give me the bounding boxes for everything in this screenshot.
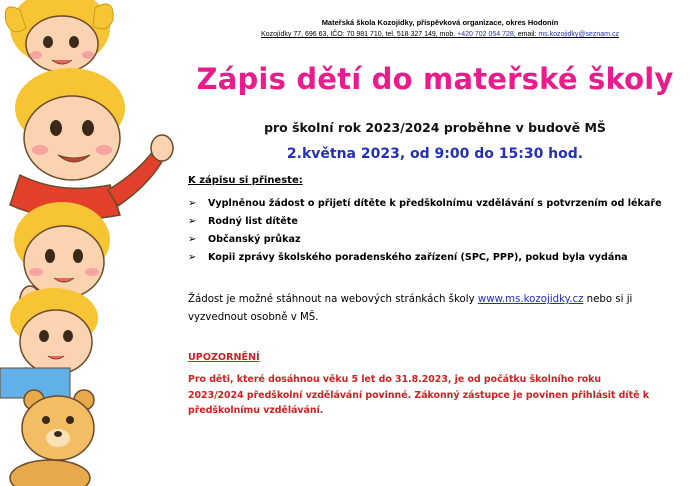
school-name: Mateřská škola Kozojídky, příspěvková organizace, okres Hodonín	[321, 18, 559, 27]
bring-heading: K zápisu si přineste:	[188, 175, 303, 186]
download-info	[188, 291, 658, 327]
arrow-bullet-icon: ➢	[188, 252, 197, 263]
school-year-subtitle: pro školní rok 2023/2024 proběhne v budově MŠ	[264, 120, 606, 135]
list-item-text: Rodný list dítěte	[208, 216, 298, 227]
teddy-bear-illustration	[10, 390, 94, 486]
child-waving-illustration	[10, 68, 173, 219]
arrow-bullet-icon: ➢	[188, 198, 197, 209]
list-item-text: Občanský průkaz	[208, 234, 301, 245]
enrollment-date: 2.května 2023, od 9:00 do 15:30 hod.	[286, 146, 584, 162]
list-item	[188, 231, 688, 249]
children-illustration	[0, 0, 180, 486]
warning-text: Pro děti, které dosáhnou věku 5 let do 31.8.2023, je od počátku školního roku 2023/2024 předškolní vzdělávání povinné. Zákonný zástupce je povinen přihlásit dítě k předškolnímu vzdělávání.	[188, 374, 649, 416]
email-link[interactable]: ms.kozojidky@seznam.cz	[538, 31, 619, 38]
address-text: Kozojídky 77, 696 63, IČO: 70 981 710, tel. 518 327 149, mob.	[261, 31, 458, 38]
list-item-text: Kopii zprávy školského poradenského zařízení (SPC, PPP), pokud byla vydána	[208, 252, 628, 263]
list-item-text: Vyplněnou žádost o přijetí dítěte k předškolnímu vzdělávání s potvrzením od lékaře	[208, 198, 662, 209]
bring-list	[188, 195, 688, 267]
website-link[interactable]: www.ms.kozojidky.cz	[477, 294, 584, 305]
download-text-after: nebo si ji vyzvednout osobně v MŠ.	[188, 294, 633, 323]
warning-heading: UPOZORNĚNÍ	[188, 352, 260, 363]
mobile-number: +420 702 054 728	[457, 31, 514, 38]
download-text-before: Žádost je možné stáhnout na webových stránkách školy	[188, 294, 478, 305]
arrow-bullet-icon: ➢	[188, 234, 197, 245]
list-item	[188, 195, 688, 213]
child-lower-illustration	[0, 288, 98, 398]
page-title: Zápis dětí do mateřské školy	[196, 62, 674, 96]
contact-line	[190, 31, 690, 38]
arrow-bullet-icon: ➢	[188, 216, 197, 227]
list-item	[188, 213, 688, 231]
list-item	[188, 249, 688, 267]
letterhead	[190, 18, 690, 38]
email-label: , email:	[513, 31, 539, 38]
child-top-illustration	[5, 0, 113, 72]
